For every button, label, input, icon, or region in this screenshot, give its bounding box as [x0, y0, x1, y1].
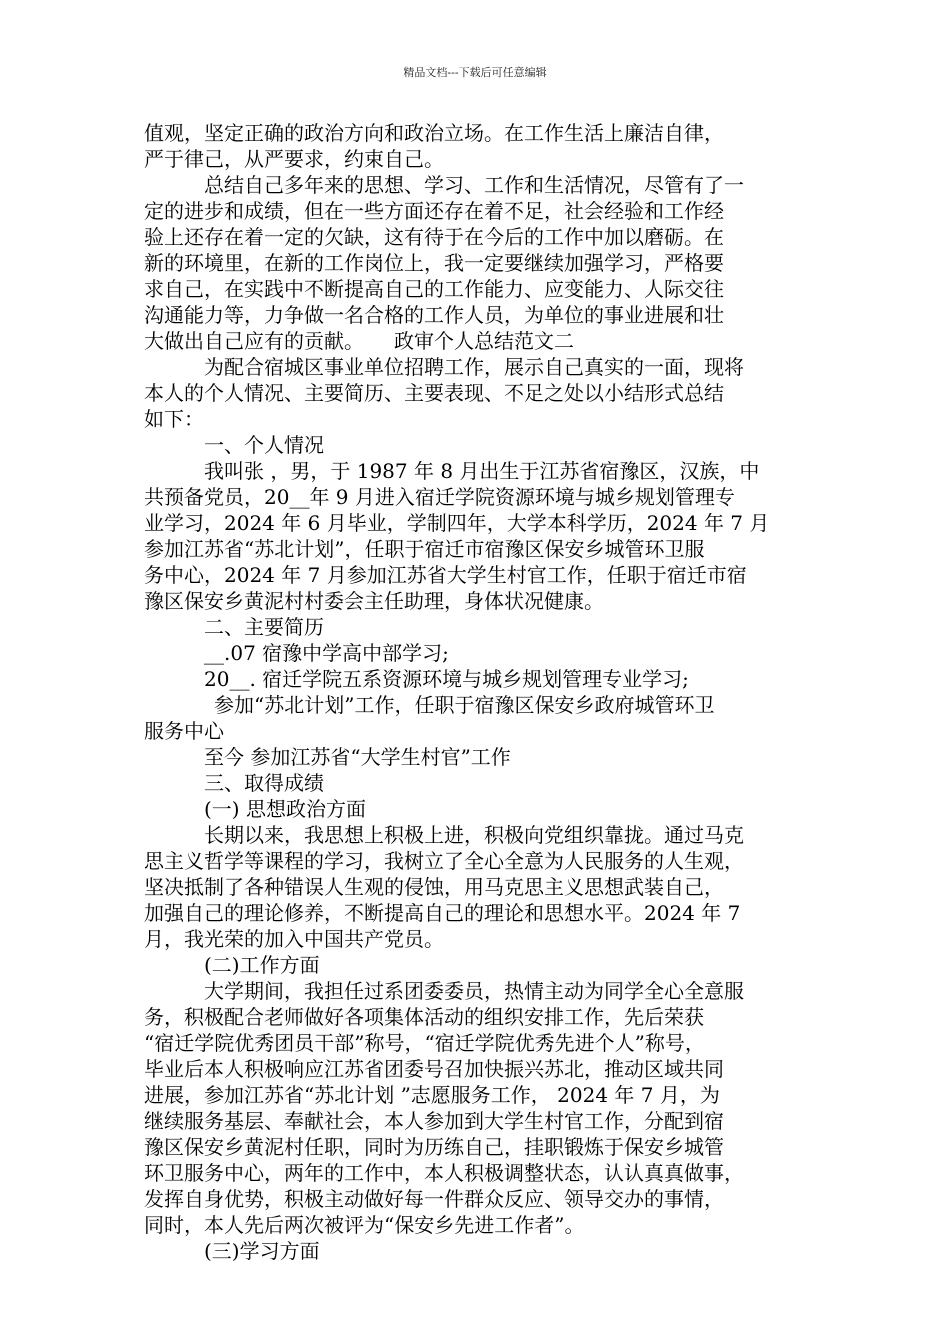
- text-line: 三、取得成绩: [204, 771, 324, 795]
- text-line: 验上还存在着一定的欠缺，这有待于在今后的工作中加以磨砺。在: [144, 225, 724, 249]
- text-line: 服务中心: [144, 719, 224, 743]
- text-line: 本人的个人情况、主要简历、主要表现、不足之处以小结形式总结: [144, 381, 724, 405]
- text-line: 20__. 宿迁学院五系资源环境与城乡规划管理专业学习;: [204, 667, 689, 691]
- text-line: 豫区保安乡黄泥村任职，同时为历练自己，挂职锻炼于保安乡城管: [144, 1135, 724, 1159]
- text-line: 至今 参加江苏省“大学生村官”工作: [204, 745, 511, 769]
- text-line: 定的进步和成绩，但在一些方面还存在着不足，社会经验和工作经: [144, 199, 724, 223]
- text-line: 共预备党员，20__年 9 月进入宿迁学院资源环境与城乡规划管理专: [144, 485, 735, 509]
- text-line: 大做出自己应有的贡献。 政审个人总结范文二: [144, 329, 574, 353]
- text-line: 长期以来，我思想上积极上进，积极向党组织靠拢。通过马克: [204, 823, 744, 847]
- text-line: 进展，参加江苏省“苏北计划 ”志愿服务工作， 2024 年 7 月，为: [144, 1083, 720, 1107]
- text-line: 参加“苏北计划”工作，任职于宿豫区保安乡政府城管环卫: [214, 693, 715, 717]
- text-line: 月，我光荣的加入中国共产党员。: [144, 927, 444, 951]
- text-line: (三)学习方面: [204, 1239, 320, 1263]
- text-line: 思主义哲学等课程的学习，我树立了全心全意为人民服务的人生观，: [144, 849, 744, 873]
- text-line: 二、主要简历: [204, 615, 324, 639]
- text-line: (一) 思想政治方面: [204, 797, 366, 821]
- text-line: 为配合宿城区事业单位招聘工作，展示自己真实的一面，现将: [204, 355, 744, 379]
- text-line: 同时，本人先后两次被评为“保安乡先进工作者”。: [144, 1213, 585, 1237]
- text-line: 如下：: [144, 407, 204, 431]
- text-line: 加强自己的理论修养，不断提高自己的理论和思想水平。2024 年 7: [144, 901, 741, 925]
- text-line: 继续服务基层、奉献社会，本人参加到大学生村官工作，分配到宿: [144, 1109, 724, 1133]
- text-line: 求自己，在实践中不断提高自己的工作能力、应变能力、人际交往: [144, 277, 724, 301]
- text-line: 严于律己，从严要求，约束自己。: [144, 147, 444, 171]
- text-line: (二)工作方面: [204, 953, 320, 977]
- text-line: 大学期间，我担任过系团委委员，热情主动为同学全心全意服: [204, 979, 744, 1003]
- text-line: 发挥自身优势，积极主动做好每一件群众反应、领导交办的事情，: [144, 1187, 724, 1211]
- text-line: 豫区保安乡黄泥村村委会主任助理，身体状况健康。: [144, 589, 604, 613]
- text-line: 我叫张 ，男，于 1987 年 8 月出生于江苏省宿豫区，汉族，中: [204, 459, 760, 483]
- text-line: 一、个人情况: [204, 433, 324, 457]
- text-line: 务中心，2024 年 7 月参加江苏省大学生村官工作，任职于宿迁市宿: [144, 563, 747, 587]
- text-line: __.07 宿豫中学高中部学习;: [204, 641, 449, 665]
- text-line: 坚决抵制了各种错误人生观的侵蚀，用马克思主义思想武装自己，: [144, 875, 724, 899]
- page-header: 精品文档---下载后可任意编辑: [403, 66, 547, 79]
- text-line: 环卫服务中心，两年的工作中，本人积极调整状态，认认真真做事，: [144, 1161, 744, 1185]
- text-line: 参加江苏省“苏北计划”，任职于宿迁市宿豫区保安乡城管环卫服: [144, 537, 705, 561]
- text-line: 值观，坚定正确的政治方向和政治立场。在工作生活上廉洁自律，: [144, 121, 724, 145]
- text-line: 新的环境里，在新的工作岗位上，我一定要继续加强学习，严格要: [144, 251, 724, 275]
- text-line: 毕业后本人积极响应江苏省团委号召加快振兴苏北，推动区域共同: [144, 1057, 724, 1081]
- document-body: [144, 120, 816, 1264]
- text-line: 业学习，2024 年 6 月毕业，学制四年，大学本科学历，2024 年 7 月: [144, 511, 770, 535]
- text-line: “宿迁学院优秀团员干部”称号，“宿迁学院优秀先进个人”称号，: [144, 1031, 705, 1055]
- text-line: 务，积极配合老师做好各项集体活动的组织安排工作，先后荣获: [144, 1005, 704, 1029]
- text-line: 沟通能力等，力争做一名合格的工作人员，为单位的事业进展和壮: [144, 303, 724, 327]
- text-line: 总结自己多年来的思想、学习、工作和生活情况，尽管有了一: [204, 173, 744, 197]
